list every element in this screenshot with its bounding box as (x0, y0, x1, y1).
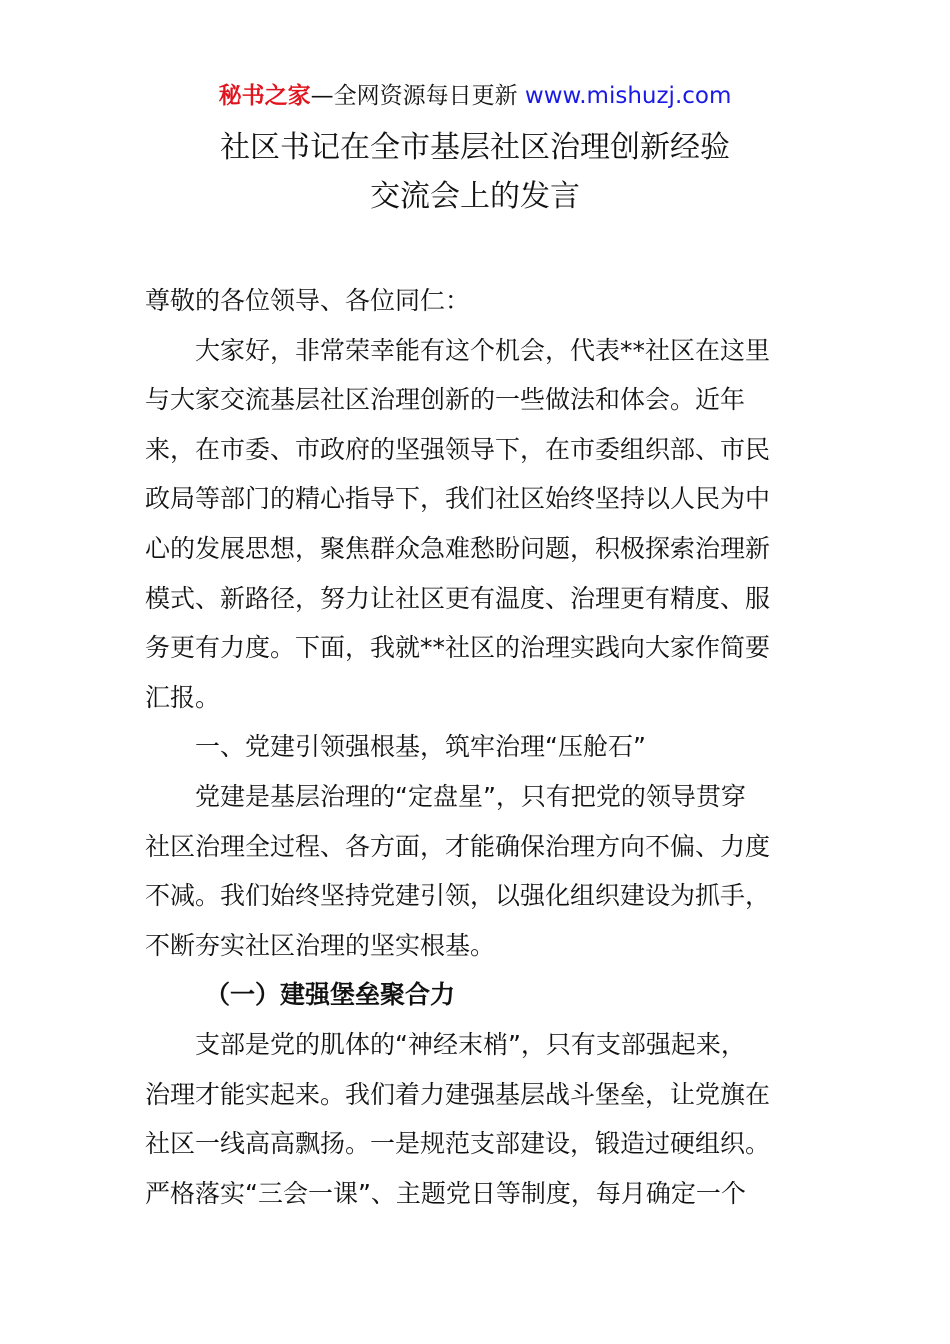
body-line: 汇报。 (145, 682, 221, 712)
body-line: 不断夯实社区治理的坚实根基。 (145, 930, 496, 960)
section-heading: 一、党建引领强根基，筑牢治理“压舱石” (195, 732, 646, 762)
body-line: 支部是党的肌体的“神经末梢”，只有支部强起来， (195, 1029, 746, 1059)
body-line: 社区治理全过程、各方面，才能确保治理方向不偏、力度 (145, 831, 771, 861)
site-url: www.mishuzj.com (524, 83, 732, 109)
body-line: 党建是基层治理的“定盘星”，只有把党的领导贯穿 (195, 781, 746, 811)
site-header (0, 80, 950, 112)
body-line: 严格落实“三会一课”、主题党日等制度，每月确定一个 (145, 1178, 746, 1208)
body-line: 政局等部门的精心指导下，我们社区始终坚持以人民为中 (145, 484, 771, 514)
body-line: 模式、新路径，努力让社区更有温度、治理更有精度、服 (145, 583, 771, 613)
body-line: 务更有力度。下面，我就**社区的治理实践向大家作简要 (145, 633, 771, 663)
document-title-line-2: 交流会上的发言 (370, 179, 580, 214)
body-line: 心的发展思想，聚焦群众急难愁盼问题，积极探索治理新 (145, 533, 771, 563)
body-line: 来，在市委、市政府的坚强领导下，在市委组织部、市民 (145, 434, 771, 464)
body-line: 治理才能实起来。我们着力建强基层战斗堡垒，让党旗在 (145, 1079, 771, 1109)
document-body (145, 276, 807, 1218)
subsection-heading: （一）建强堡垒聚合力 (205, 980, 456, 1010)
document-title-line-1: 社区书记在全市基层社区治理创新经验 (220, 130, 730, 165)
salutation: 尊敬的各位领导、各位同仁： (145, 286, 471, 315)
body-line: 大家好，非常荣幸能有这个机会，代表**社区在这里 (195, 335, 771, 365)
body-line: 不减。我们始终坚持党建引领，以强化组织建设为抓手， (145, 881, 771, 911)
header-slogan: —全网资源每日更新 (310, 83, 518, 109)
body-line: 社区一线高高飘扬。一是规范支部建设，锻造过硬组织。 (145, 1129, 771, 1159)
brand-name: 秘书之家 (218, 83, 311, 109)
body-line: 与大家交流基层社区治理创新的一些做法和体会。近年 (145, 385, 746, 415)
